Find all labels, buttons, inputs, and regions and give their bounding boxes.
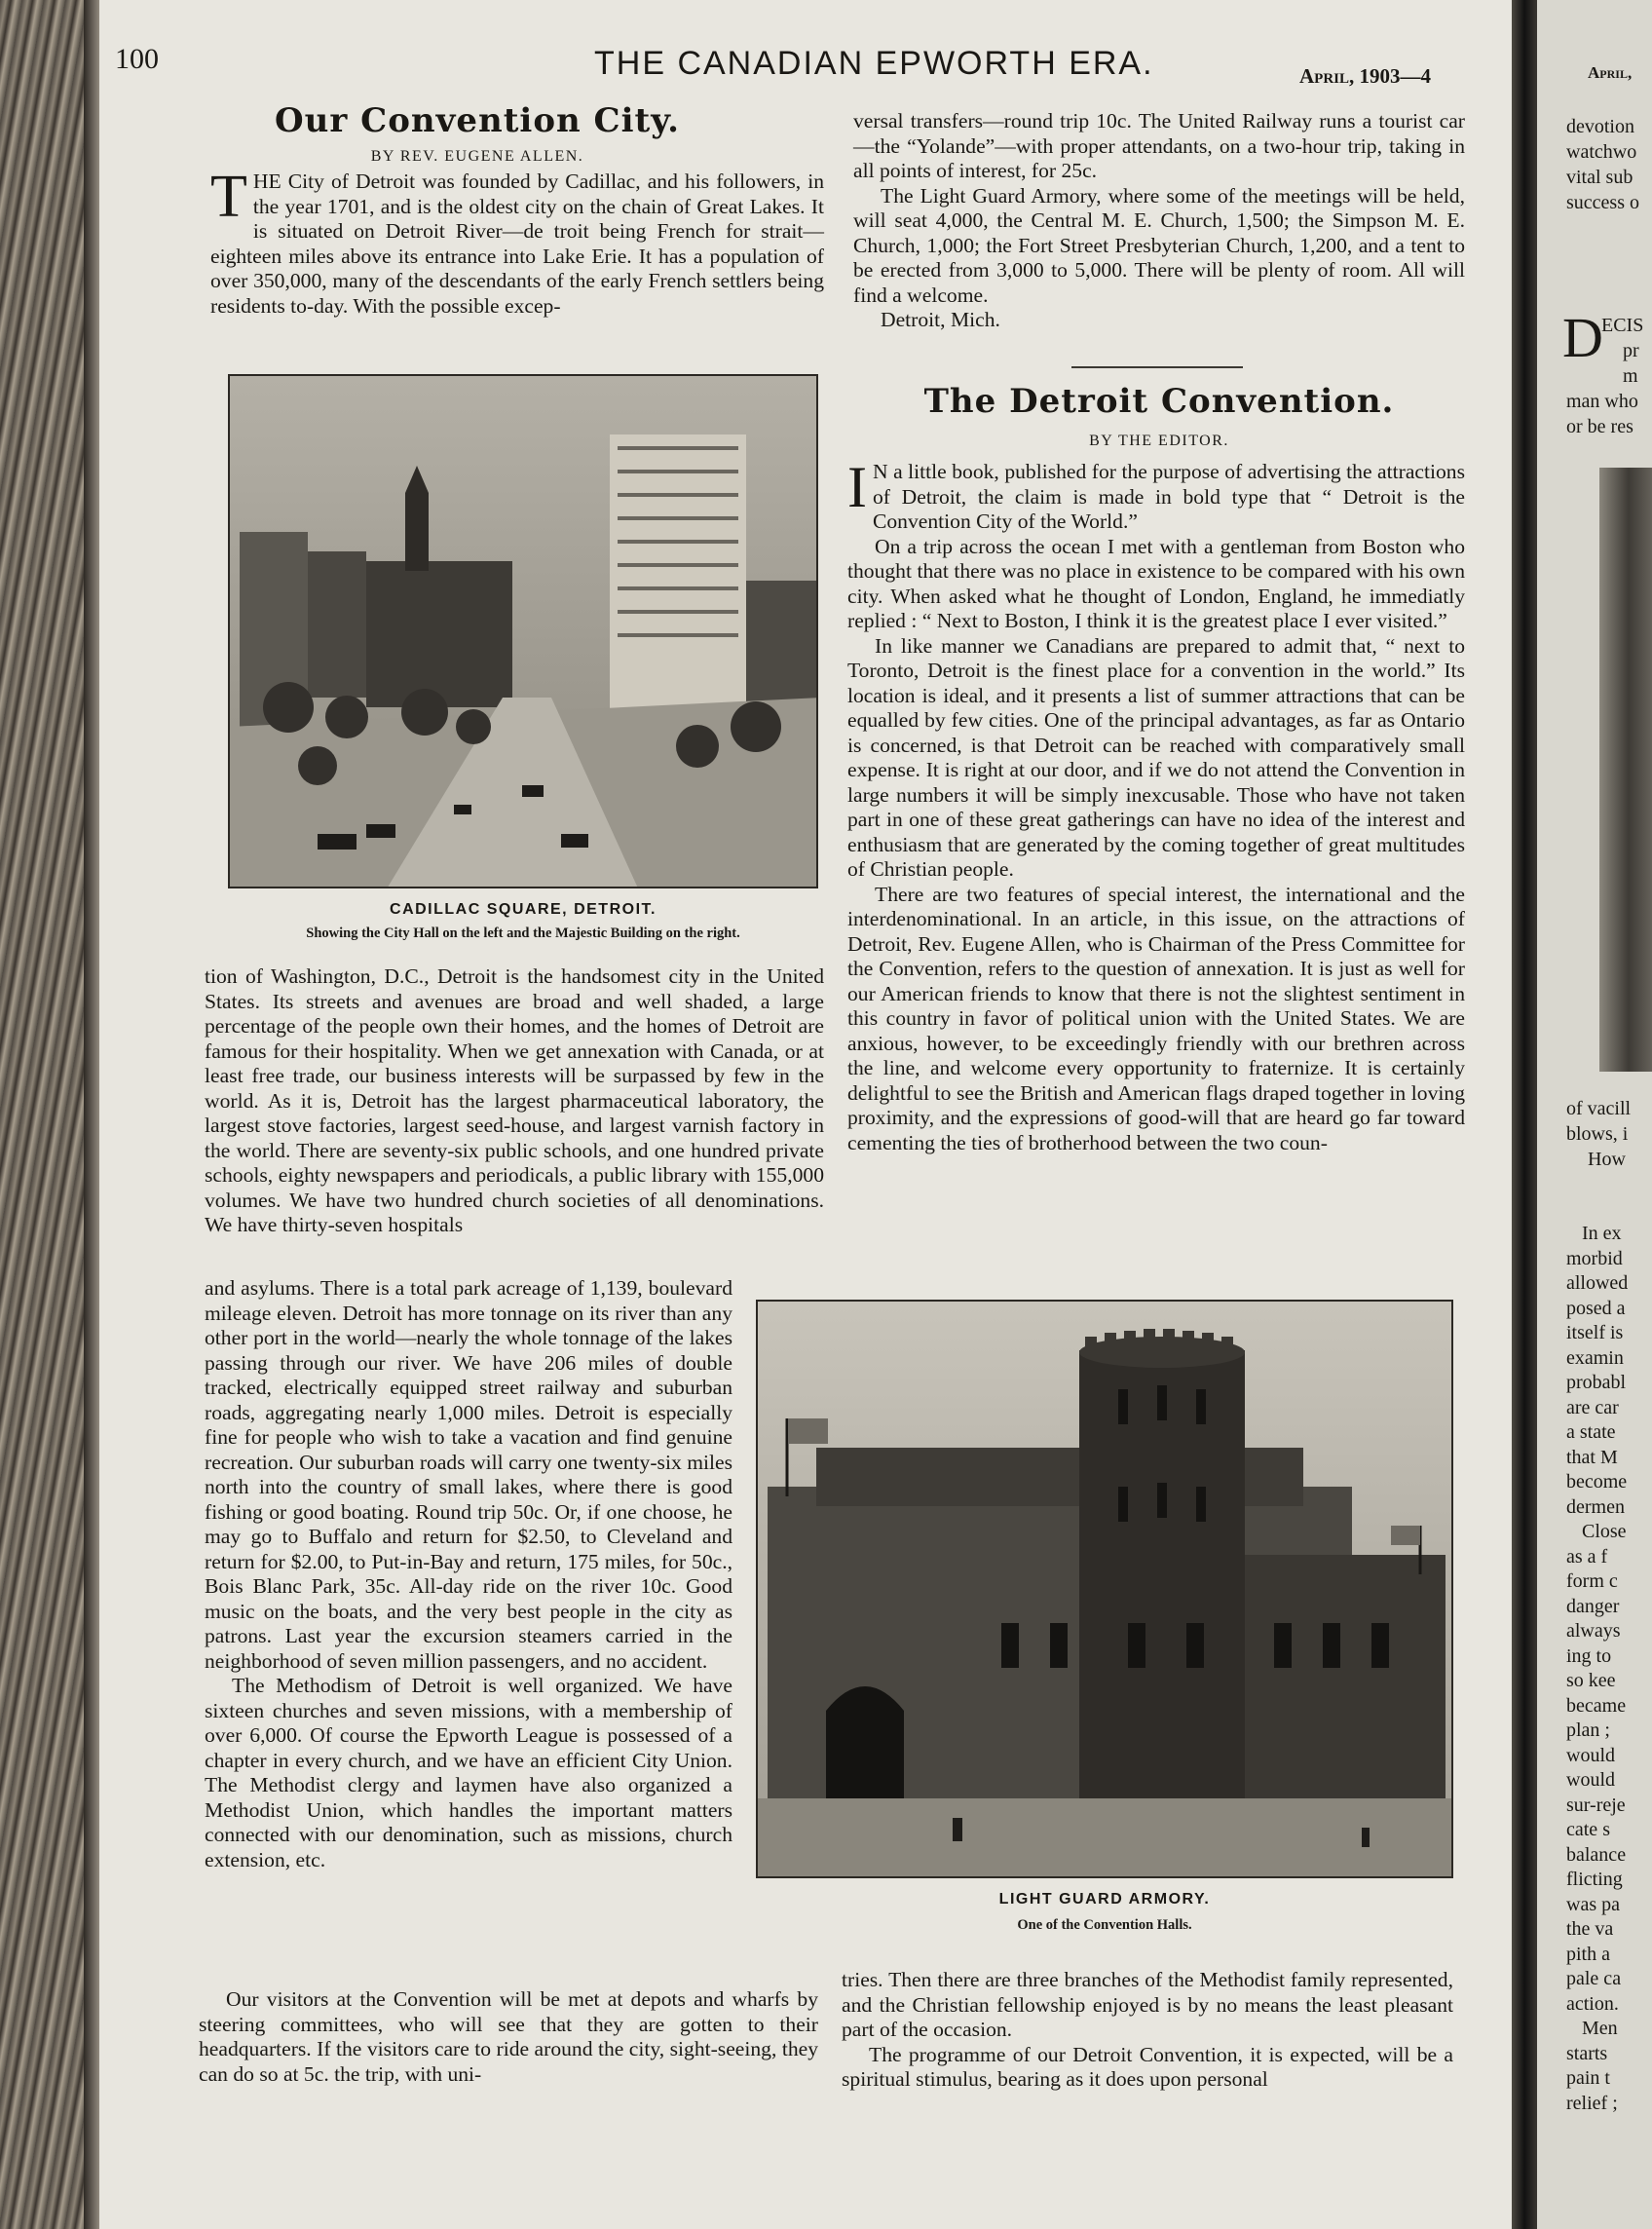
article2-p2: On a trip across the ocean I met with a gentleman from Boston who thought that there was no place in existence to be compared with his own city. When asked what he thought of London, England, he immediatly replied : “ Next to Boston, I think it is the greatest place I ever visited.” [847, 534, 1465, 632]
book-spine-edge [0, 0, 84, 2229]
facing-lower-line: ing to [1566, 1644, 1612, 1667]
facing-line-2: watchwo [1566, 141, 1637, 163]
section-divider [1071, 366, 1243, 368]
facing-lower-line: examin [1566, 1346, 1624, 1369]
facing-dropcap: D [1562, 306, 1603, 369]
article1-continued [205, 964, 824, 1238]
photo1-caption: CADILLAC SQUARE, DETROIT. [390, 901, 657, 918]
facing-lower-line: balance [1566, 1843, 1627, 1866]
facing-lower-line: flicting [1566, 1869, 1623, 1890]
article2-p3: In like manner we Canadians are prepared to admit that, “ next to Toronto, Detroit is the finest place for a convention in the world.” Its location is ideal, and it presents a list of summer attractions that can be equalled by few cities. One of the principal advantages, as far as Ontario is concerned, is that Detroit can be reached with comparatively small expense. It is right at our door, and if we do not attend the Convention in large numbers it will be simply inexcusable. Those who have not taken part in one of these great gatherings can have no idea of the interest and enthusiasm that are generated by the coming together of great multitudes of Christian people. [847, 633, 1465, 881]
armory-illustration [758, 1302, 1453, 1878]
facing-lower-line: are car [1566, 1396, 1619, 1418]
facing-lower-line: would [1566, 1769, 1615, 1791]
photo1-subcaption: Showing the City Hall on the left and the Majestic Building on the right. [306, 926, 740, 941]
facing-lower-line: action. [1566, 1992, 1619, 2015]
article2-intro-text: N a little book, published for the purpose of advertising the attractions of Detroit, the claim is made in bold type that “ Detroit is the Convention City of the World.” [872, 460, 1465, 533]
facing-dropcap-line-2: pr [1623, 340, 1639, 361]
facing-lower-line: a state [1566, 1421, 1616, 1443]
article1-armory-text: The Light Guard Armory, where some of the meetings will be held, will seat 4,000, the Central M. E. Church, 1,500; the Simpson M. E. Church, 1,000; the Fort Street Presbyterian Church, 1,200, and a tent to be erected from 3,000 to 5,000. There will be plenty of room. All will find a welcome. [853, 183, 1465, 307]
facing-lower-line: itself is [1566, 1322, 1624, 1343]
facing-lower-line: that M [1566, 1446, 1618, 1468]
facing-lower-line: pain t [1566, 2067, 1610, 2089]
page-number: 100 [115, 43, 159, 75]
facing-line-6: or be res [1566, 416, 1633, 437]
photo2-caption: LIGHT GUARD ARMORY. [998, 1891, 1211, 1908]
facing-lower-line: Close [1582, 1521, 1627, 1542]
article1-intro-text: HE City of Detroit was founded by Cadillac, and his followers, in the year 1701, and is the oldest city on the chain of Great Lakes. It is situated on Detroit River—de troit being French for strait—eighteen miles above its entrance into Lake Erie. It has a population of over 350,000, many of the descendants of the early French settlers being residents to-day. With the possible excep- [210, 170, 824, 318]
facing-dropcap-line-3: m [1623, 365, 1638, 387]
facing-lower-line: always [1566, 1620, 1621, 1642]
facing-lower-line: morbid [1566, 1247, 1623, 1269]
facing-line-4: success o [1566, 192, 1639, 213]
facing-line-3: vital sub [1566, 167, 1633, 188]
dropcap-t: T [210, 164, 247, 230]
facing-lower-line: posed a [1566, 1297, 1626, 1319]
facing-page [1537, 0, 1652, 2229]
photo-cadillac-square [228, 374, 818, 888]
dropcap-i: I [847, 455, 867, 519]
article1-continued-text: tion of Washington, D.C., Detroit is the handsomest city in the United States. Its streets and avenues are broad and well shaded, a large percentage of the people own their homes, and the homes of Detroit are famous for their hospitality. When we get annexation with Canada, or at least free trade, our business interests will be surpassed by few in the world. As it is, Detroit has the largest pharmaceutical laboratory, the largest stove factories, largest seed-house, and largest varnish factory in the world. There are seventy-six public schools, and one hundred private schools, eighty newspapers and periodicals, a public library with 155,000 volumes. We have two hundred church societies of all denominations. We have thirty-seven hospitals [205, 964, 824, 1236]
article1-methodism-text: The Methodism of Detroit is well organized. We have sixteen churches and seven missions, with a membership of over 6,000. Of course the Epworth League is possessed of a chapter in every church, and we have an efficient City Union. The Methodist clergy and laymen have also organized a Methodist Union, which handles the important matters connected with our denomination, such as missions, church extension, etc. [205, 1674, 732, 1871]
article1-col2 [853, 109, 1465, 333]
article1-narrow-text: and asylums. There is a total park acreage of 1,139, boulevard mileage eleven. Detroit has more tonnage on its river than any other port in the world—nearly the whole tonnage of the lakes passing through our river. We have 206 miles of double tracked, electrically equipped street railway and suburban roads, aggregating nearly 1,000 miles. Detroit is especially fine for people who wish to take a vacation and find genuine recreation. Our suburban roads will carry one twenty-six miles north into the country of small lakes, where there is good fishing or good boating. Round trip 50c. Or, if one choose, he may go to Buffalo and return for $2.50, to Cleveland and return for $2.00, to Put-in-Bay and return, 175 miles, for 50c., Bois Blanc Park, 35c. All-day ride on the river 10c. Good music on the boats, and the very best people in the city as patrons. Last year the excursion steamers carried in the neighborhood of seven million passengers, and no accident. [205, 1276, 732, 1673]
facing-lower-line: relief ; [1566, 2092, 1618, 2114]
facing-lower-line: plan ; [1566, 1719, 1610, 1741]
facing-lower-line: Men [1582, 2018, 1618, 2039]
facing-line-1: devotion [1566, 116, 1634, 137]
article2-p4-cont: tries. Then there are three branches of the Methodist family represented, and the Christian fellowship enjoyed is by no means the least pleasant part of the occasion. [842, 1968, 1453, 2041]
facing-page-image [1599, 468, 1652, 1072]
facing-lower-line: was pa [1566, 1893, 1620, 1915]
facing-line-5: man who [1566, 391, 1638, 412]
article-title-our-convention-city: Our Convention City. [275, 101, 680, 140]
facing-lower-line: would [1566, 1744, 1615, 1766]
article1-signoff: Detroit, Mich. [881, 308, 1000, 331]
article1-visitors-text: Our visitors at the Convention will be met at depots and wharfs by steering committees, who will see that they are gotten to their headquarters. If the visitors care to ride around the city, sight-seeing, they can do so at 5c. the trip, with uni- [199, 1987, 818, 2086]
facing-lower-line: danger [1566, 1595, 1620, 1617]
article-byline-allen: BY REV. EUGENE ALLEN. [370, 148, 584, 165]
article-title-detroit-convention: The Detroit Convention. [923, 382, 1395, 421]
facing-lower-line: sur-reje [1566, 1794, 1626, 1816]
photo2-subcaption: One of the Convention Halls. [1017, 1917, 1192, 1933]
article1-visitors [199, 1987, 818, 2087]
cadillac-square-illustration [230, 376, 818, 888]
journal-title: THE CANADIAN EPWORTH ERA. [594, 45, 1154, 82]
issue-date: April, 1903—4 [1299, 64, 1432, 88]
article2-p4: There are two features of special interest, the international and the interdenominational. In an article, in this issue, on the attractions of Detroit, Rev. Eugene Allen, who is Chairman of the Press Committee for the Convention, refers to the question of annexation. It is just as well for our American friends to know that there is not the slightest sentiment in this country in favor of political union with the United States. We are anxious, however, to be exceedingly friendly with our brethren across the line, and welcome every opportunity to fraternize. It is certainly delightful to see the British and American flags draped together in loving proximity, and the expressions of good-will that are heard go far toward cementing the ties of brotherhood between the two coun- [847, 882, 1465, 1154]
facing-line-7: of vacill [1566, 1098, 1632, 1119]
facing-lower-line: pith a [1566, 1943, 1610, 1965]
page-gutter [1512, 0, 1537, 2229]
article1-col2-text: versal transfers—round trip 10c. The United Railway runs a tourist car—the “Yolande”—with proper attendants, on a two-hour trip, taking in all points of interest, for 25c. [853, 109, 1465, 182]
facing-dropcap-line-1: ECIS [1601, 315, 1644, 336]
facing-line-8: blows, i [1566, 1123, 1629, 1145]
article-byline-editor: BY THE EDITOR. [1089, 433, 1229, 449]
facing-page-header: April, [1588, 63, 1633, 82]
photo-light-guard-armory [756, 1300, 1453, 1878]
article1-narrow [205, 1276, 732, 1872]
facing-lower-line: as a f [1566, 1545, 1608, 1568]
facing-lower-line: probabl [1566, 1372, 1627, 1393]
article2-body [847, 455, 1465, 1155]
facing-lower-line: became [1566, 1694, 1627, 1717]
article2-p5: The programme of our Detroit Convention, it is expected, will be a spiritual stimulus, bearing as it does upon personal [842, 2042, 1453, 2091]
article2-continued [842, 1968, 1453, 2093]
facing-lower-line: the va [1566, 1918, 1614, 1940]
facing-lower-line: form c [1566, 1570, 1618, 1592]
facing-lower-line: allowed [1566, 1272, 1629, 1294]
article1-intro [210, 164, 824, 319]
binding-shadow [84, 0, 99, 2229]
facing-lower-line: cate s [1566, 1819, 1610, 1840]
facing-lower-line: In ex [1582, 1223, 1622, 1244]
facing-lower-line: starts [1566, 2042, 1608, 2064]
facing-lower-line: become [1566, 1471, 1628, 1492]
facing-lower-line: pale ca [1566, 1968, 1622, 1989]
facing-line-9: How [1588, 1149, 1626, 1170]
facing-lower-line: dermen [1566, 1495, 1625, 1518]
facing-lower-line: so kee [1566, 1670, 1616, 1691]
